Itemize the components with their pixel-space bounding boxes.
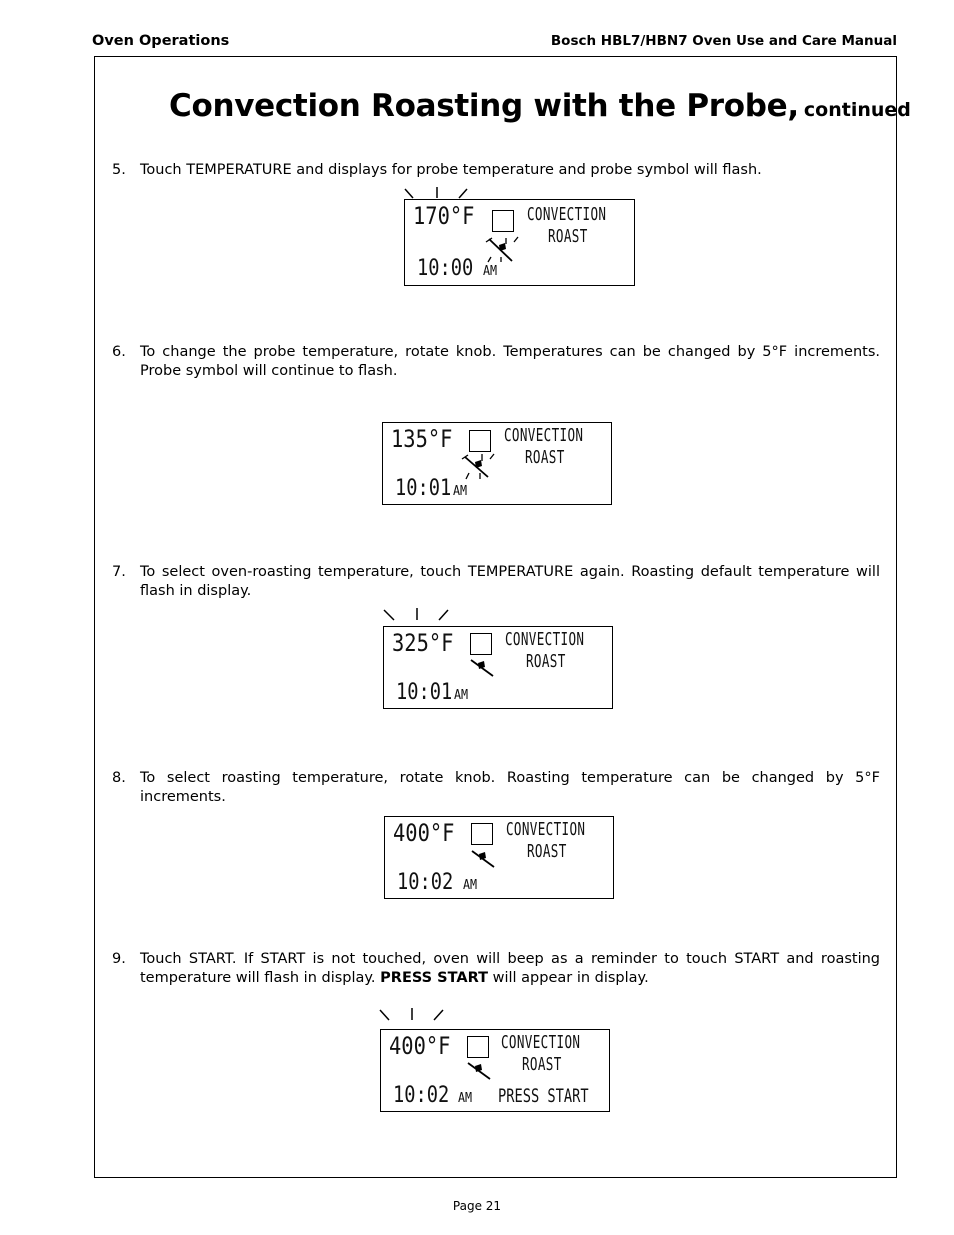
display-mode-line1: CONVECTION xyxy=(505,629,585,650)
display-mode-line1: CONVECTION xyxy=(501,1032,581,1053)
display-clock: 10:02 xyxy=(393,1083,450,1108)
display-mode-line2: ROAST xyxy=(526,651,566,672)
display-temperature: 170°F xyxy=(413,202,475,230)
step-text-bold: PRESS START xyxy=(380,970,488,986)
step-text: To change the probe temperature, rotate knob. Temperatures can be changed by 5°F increments. Probe symbol will continue to flash. xyxy=(140,344,880,379)
step-number: 8. xyxy=(112,770,126,786)
display-mode-line2: ROAST xyxy=(548,226,588,247)
display-ampm: AM xyxy=(458,1091,473,1106)
display-temperature: 400°F xyxy=(389,1032,451,1060)
step-text-part: Touch START. If START is not touched, oven will beep as a reminder to touch START and roasting temperature will flash in display. xyxy=(140,951,880,986)
display-ampm: AM xyxy=(463,878,478,893)
page-number: Page 21 xyxy=(452,1199,502,1213)
step-text: To select oven-roasting temperature, touch TEMPERATURE again. Roasting default temperature will flash in display. xyxy=(140,564,880,599)
display-mode-line2: ROAST xyxy=(522,1054,562,1075)
display-mode-line2: ROAST xyxy=(527,841,567,862)
display-temperature: 325°F xyxy=(392,629,454,657)
display-clock: 10:01 xyxy=(395,476,452,501)
step-number: 7. xyxy=(112,564,126,580)
step-text: Touch TEMPERATURE and displays for probe temperature and probe symbol will flash. xyxy=(140,162,762,178)
display-ampm: AM xyxy=(483,264,498,279)
display-clock: 10:00 xyxy=(417,256,474,281)
display-mode-line2: ROAST xyxy=(525,447,565,468)
section-header: Oven Operations xyxy=(92,33,230,49)
display-clock: 10:01 xyxy=(396,680,453,705)
display-mode-line1: CONVECTION xyxy=(504,425,584,446)
manual-title: Bosch HBL7/HBN7 Oven Use and Care Manual xyxy=(550,33,897,49)
step-number: 9. xyxy=(112,951,126,967)
display-ampm: AM xyxy=(453,484,468,499)
display-ampm: AM xyxy=(454,688,469,703)
display-temperature: 400°F xyxy=(393,819,455,847)
display-mode-line1: CONVECTION xyxy=(527,204,607,225)
probe-indicator-box xyxy=(467,1036,489,1058)
display-clock: 10:02 xyxy=(397,870,454,895)
step-number: 6. xyxy=(112,344,126,360)
display-status: PRESS START xyxy=(498,1085,589,1107)
probe-icon xyxy=(465,1060,495,1082)
display-5 xyxy=(380,1029,610,1112)
display-temperature: 135°F xyxy=(391,425,453,453)
display-mode-line1: CONVECTION xyxy=(506,819,586,840)
step-number: 5. xyxy=(112,162,126,178)
step-text: To select roasting temperature, rotate knob. Roasting temperature can be changed by 5°F increments. xyxy=(140,770,880,805)
step-text-part: will appear in display. xyxy=(487,970,649,986)
title-continued: continued xyxy=(803,99,911,121)
title-main: Convection Roasting with the Probe, xyxy=(169,88,799,124)
